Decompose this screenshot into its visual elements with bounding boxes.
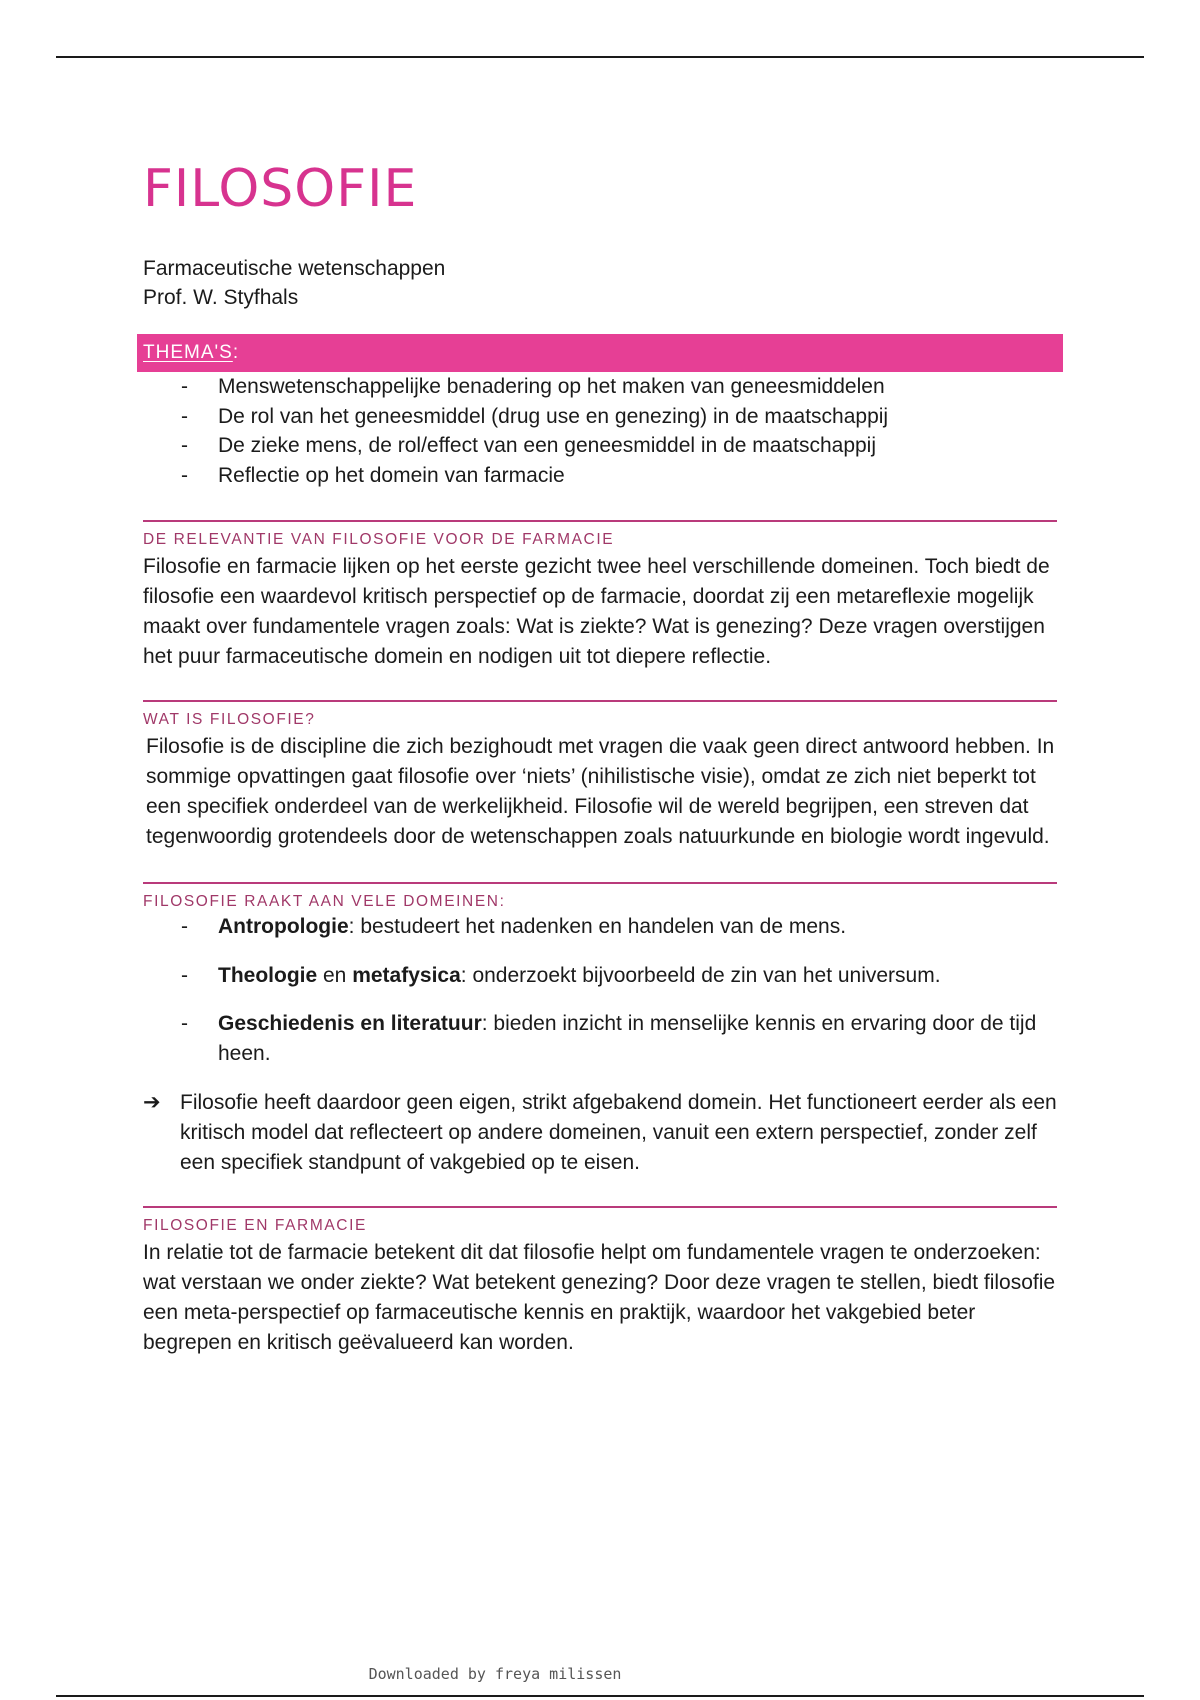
top-rule [56, 56, 1144, 58]
list-item [143, 912, 1063, 942]
section-divider [143, 700, 1057, 702]
conclusion-text: Filosofie heeft daardoor geen eigen, strikt afgebakend domein. Het functioneert eerder als een kritisch model dat reflecteert op andere domeinen, vanuit een extern perspectief, zonder zelf een specifiek standpunt of vakgebied op te eisen. [180, 1091, 1057, 1175]
section-heading: FILOSOFIE RAAKT AAN VELE DOMEINEN: [143, 893, 506, 911]
course-name: Farmaceutische wetenschappen [143, 257, 446, 281]
list-item [143, 1009, 1063, 1068]
domain-desc: : bestudeert het nadenken en handelen van de mens. [348, 915, 847, 939]
domain-conjunction: en [317, 963, 353, 987]
dash-bullet: - [181, 463, 188, 487]
download-footer: Downloaded by freya milissen [368, 1665, 622, 1683]
themes-label: THEMA'S [143, 342, 233, 364]
conclusion-note [143, 1088, 1063, 1178]
bottom-rule [56, 1695, 1144, 1697]
arrow-icon: ➔ [143, 1091, 161, 1115]
themes-list [143, 372, 1063, 490]
list-item [143, 372, 1063, 402]
domains-list [143, 912, 1063, 1068]
domain-desc: : bieden inzicht in menselijke kennis en ervaring door de tijd heen. [218, 1012, 1037, 1065]
section-relevance [143, 520, 1063, 672]
domain-term: Geschiedenis en literatuur [218, 1012, 482, 1036]
section-heading: DE RELEVANTIE VAN FILOSOFIE VOOR DE FARMACIE [143, 531, 615, 549]
document-meta [143, 254, 1063, 312]
domain-term: metafysica [352, 963, 461, 987]
section-divider [143, 1206, 1057, 1208]
section-paragraph: Filosofie en farmacie lijken op het eerste gezicht twee heel verschillende domeinen. Toch biedt de filosofie een waardevol kritisch perspectief op de farmacie, doordat zij een metareflexie mogelijk maakt over fundamentele vragen zoals: Wat is ziekte? Wat is genezing? Deze vragen overstijgen het puur farmaceutische domein en nodigen uit tot diepere reflectie. [143, 555, 1050, 669]
themes-banner [137, 334, 1063, 372]
dash-bullet: - [181, 434, 188, 458]
theme-text: Menswetenschappelijke benadering op het maken van geneesmiddelen [218, 375, 885, 399]
dash-bullet: - [181, 404, 188, 428]
document-page [143, 150, 1063, 1358]
dash-bullet: - [181, 915, 188, 939]
section-paragraph: In relatie tot de farmacie betekent dit dat filosofie helpt om fundamentele vragen te onderzoeken: wat verstaan we onder ziekte? Wat betekent genezing? Door deze vragen te stellen, biedt filosofie een meta-perspectief op farmaceutische kennis en praktijk, waardoor het vakgebied beter begrepen en kritisch geëvalueerd kan worden. [143, 1241, 1056, 1355]
professor-name: Prof. W. Styfhals [143, 286, 299, 310]
dash-bullet: - [181, 1012, 188, 1036]
theme-text: Reflectie op het domein van farmacie [218, 463, 565, 487]
domain-desc: : onderzoekt bijvoorbeeld de zin van het universum. [460, 963, 941, 987]
list-item [143, 431, 1063, 461]
section-pharmacy [143, 1206, 1063, 1358]
section-divider [143, 882, 1057, 884]
theme-text: De zieke mens, de rol/effect van een geneesmiddel in de maatschappij [218, 434, 877, 458]
list-item [143, 961, 1063, 991]
section-paragraph: Filosofie is de discipline die zich bezighoudt met vragen die vaak geen direct antwoord hebben. In sommige opvattingen gaat filosofie over ‘niets’ (nihilistische visie), omdat ze zich niet beperkt tot een specifiek onderdeel van de werkelijkheid. Filosofie wil de wereld begrijpen, een streven dat tegenwoordig grotendeels door de wetenschappen zoals natuurkunde en biologie wordt ingevuld. [146, 735, 1055, 849]
section-heading: WAT IS FILOSOFIE? [143, 711, 316, 729]
section-heading: FILOSOFIE EN FARMACIE [143, 1217, 367, 1235]
domain-term: Theologie [218, 963, 318, 987]
dash-bullet: - [181, 963, 188, 987]
section-domains [143, 882, 1063, 1178]
themes-colon: : [232, 342, 240, 364]
document-title: FILOSOFIE [143, 159, 418, 219]
dash-bullet: - [181, 375, 188, 399]
theme-text: De rol van het geneesmiddel (drug use en genezing) in de maatschappij [218, 404, 889, 428]
section-what-is [143, 700, 1063, 852]
list-item [143, 461, 1063, 491]
domain-term: Antropologie [218, 915, 349, 939]
list-item [143, 402, 1063, 432]
section-divider [143, 520, 1057, 522]
